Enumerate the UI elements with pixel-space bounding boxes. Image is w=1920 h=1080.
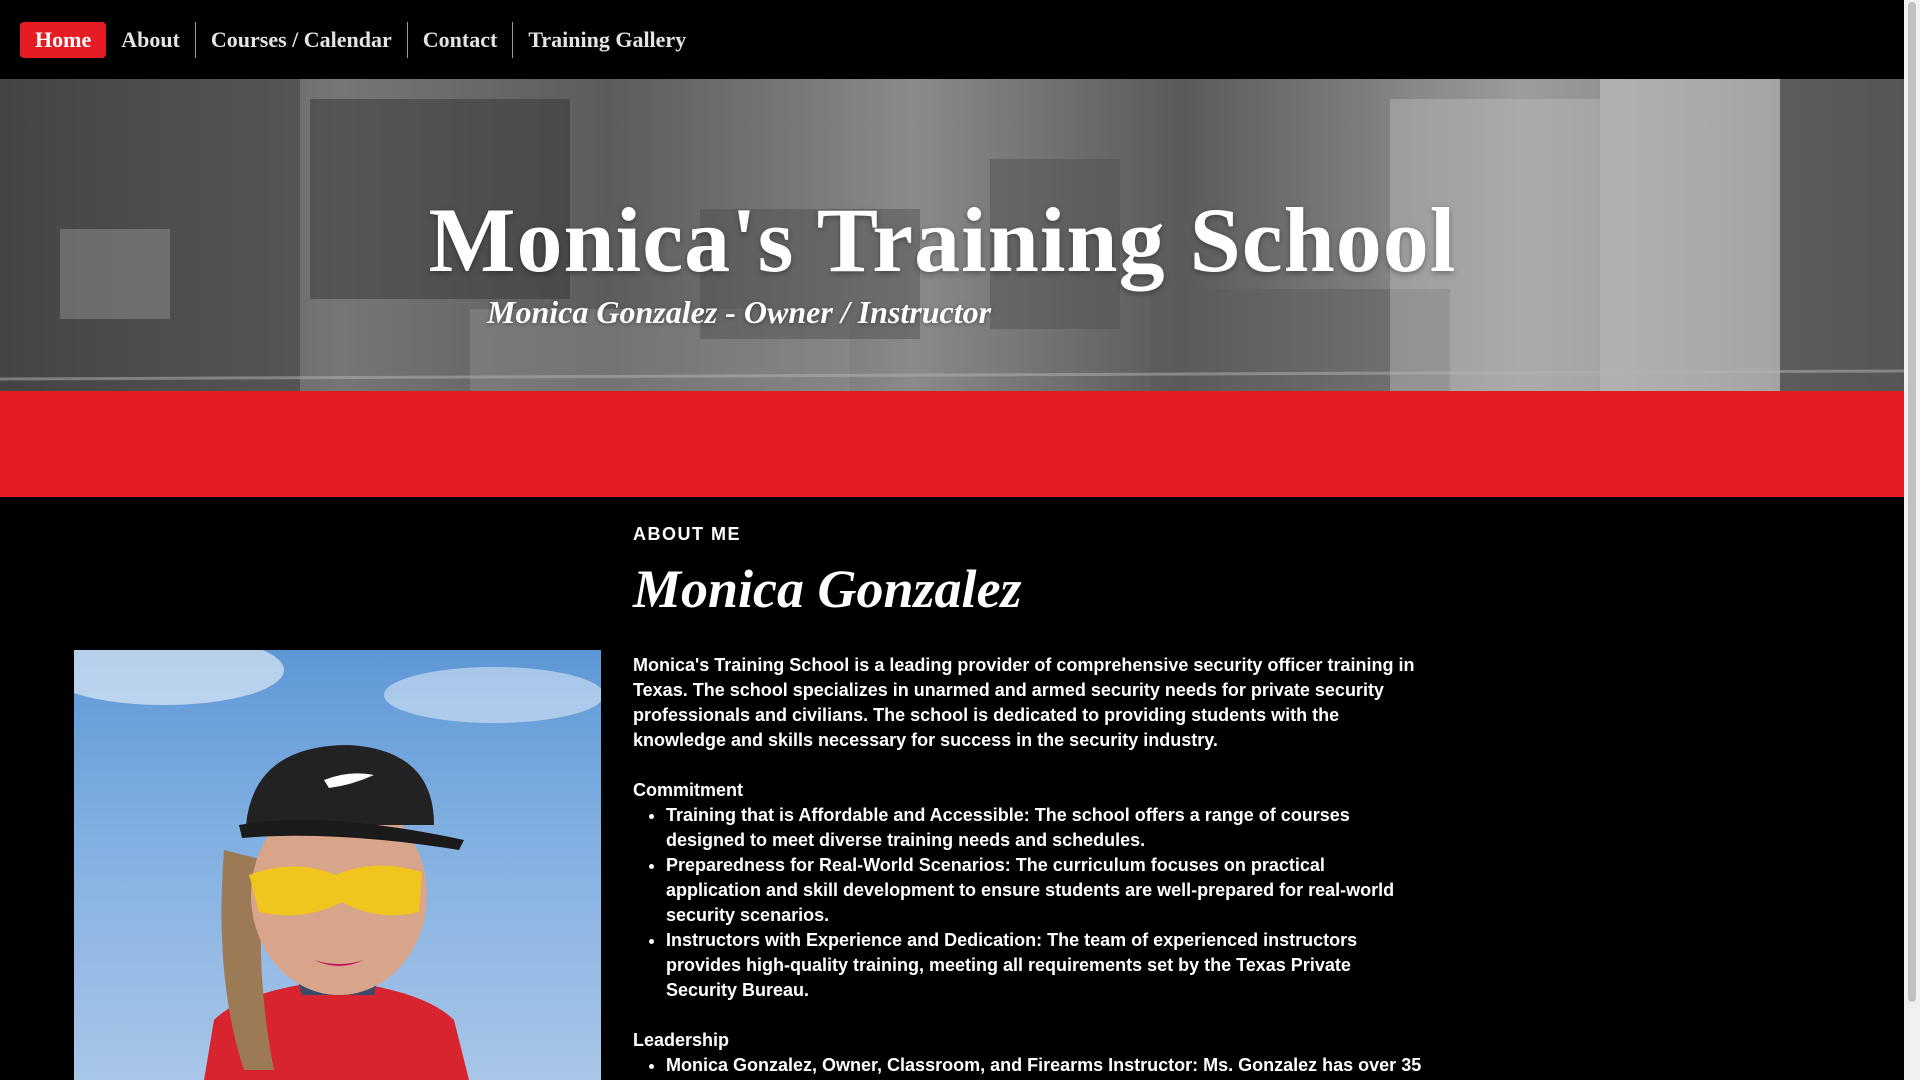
about-label: ABOUT ME [633, 524, 741, 544]
commitment-item: • Instructors with Experience and Dedication: The team of experienced instructors provides high-quality training, meeting all requirements set by the Texas Private Security Bureau. [666, 928, 1423, 1003]
about-name-heading: Monica Gonzalez [633, 559, 1022, 619]
red-accent-band [0, 391, 1904, 497]
hero-banner [0, 79, 1904, 391]
commitment-item: • Preparedness for Real-World Scenarios: The curriculum focuses on practical application and skill development to ensure students are well-prepared for real-world security scenarios. [666, 853, 1423, 928]
commitment-item: • Training that is Affordable and Accessible: The school offers a range of courses designed to meet diverse training needs and schedules. [666, 803, 1423, 853]
page-scrollbar[interactable] [1904, 0, 1920, 1080]
site-subtitle: Monica Gonzalez - Owner / Instructor [487, 294, 992, 330]
commitment-heading: Commitment [633, 780, 744, 800]
about-body [633, 653, 1423, 1078]
leadership-item: • Monica Gonzalez, Owner, Classroom, and Firearms Instructor: Ms. Gonzalez has over 35 [666, 1053, 1423, 1078]
main-nav [0, 0, 1904, 79]
nav-item-training-gallery[interactable]: Training Gallery [528, 26, 687, 52]
nav-item-home[interactable]: Home [20, 22, 106, 58]
nav-item-contact[interactable]: Contact [408, 22, 514, 58]
about-intro: Monica's Training School is a leading provider of comprehensive security officer training in Texas. The school specializes in unarmed and armed security needs for private security professionals and civilians. The school is dedicated to providing students with the knowledge and skills necessary for success in the security industry. [633, 655, 1415, 750]
portrait-photo [74, 650, 601, 1080]
about-section [633, 524, 1423, 1078]
site-title: Monica's Training School [428, 189, 1457, 291]
leadership-list [633, 1053, 1423, 1078]
nav-item-about[interactable]: About [106, 22, 196, 58]
nav-item-courses-calendar[interactable]: Courses / Calendar [196, 22, 408, 58]
leadership-heading: Leadership [633, 1030, 730, 1050]
commitment-list [633, 803, 1423, 1003]
scrollbar-thumb[interactable] [1908, 2, 1916, 1002]
portrait-illustration [74, 650, 601, 1080]
